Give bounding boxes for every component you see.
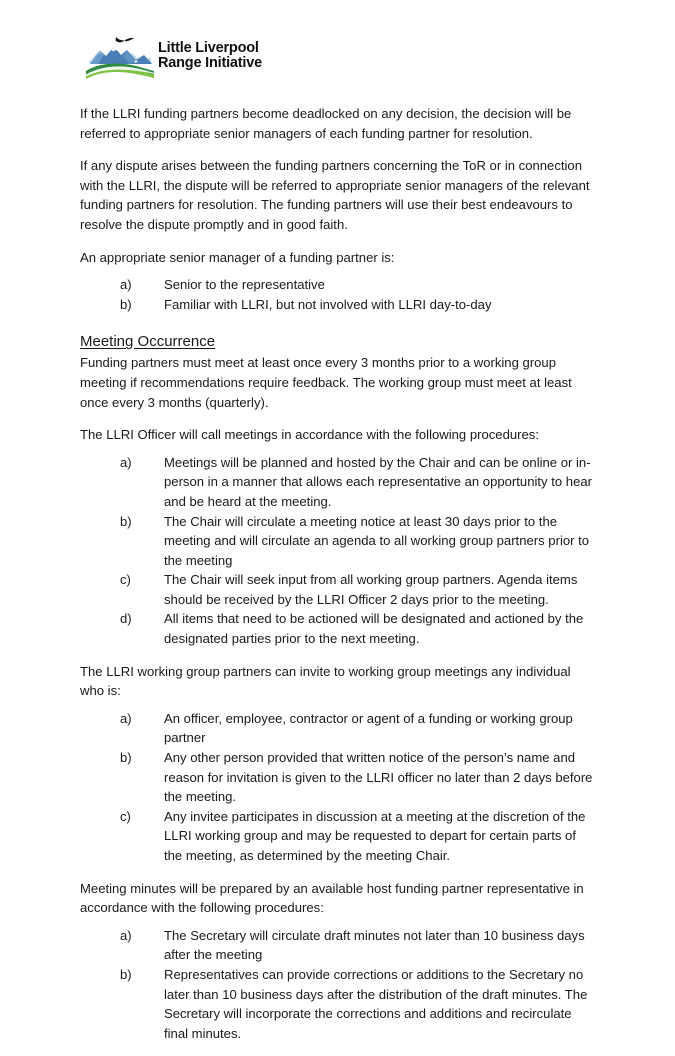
list-item-text: The Chair will circulate a meeting notice at least 30 days prior to the meeting and will circulate an agenda to all working group partners prior to the meeting — [164, 513, 590, 568]
list-item — [120, 926, 594, 965]
list-marker: a) — [120, 277, 132, 293]
organisation-logo — [86, 28, 346, 84]
list-item — [120, 512, 594, 571]
list-item-text: Representatives can provide corrections or additions to the Secretary no later than 10 business days after the distribution of the draft minutes. The Secretary will incorporate the corrections and additions and recirculate final minutes. — [164, 966, 588, 1041]
logo-wordmark — [158, 41, 262, 71]
section-heading-wrapper — [80, 327, 594, 353]
bird-icon — [116, 37, 135, 42]
list-item-text: An officer, employee, contractor or agent of a funding or working group partner — [164, 710, 573, 746]
list-item — [120, 965, 594, 1043]
list-minutes-procedures — [80, 926, 594, 1044]
list-marker: b) — [120, 513, 132, 529]
list-meeting-procedures — [80, 453, 594, 649]
list-item-text: The Secretary will circulate draft minutes not later than 10 business days after the meeting — [164, 927, 585, 963]
list-item — [120, 807, 594, 866]
list-marker: a) — [120, 927, 132, 943]
list-senior-manager-criteria — [80, 275, 594, 314]
list-marker: c) — [120, 572, 131, 588]
list-marker: b) — [120, 296, 132, 312]
heading-meeting-occurrence: Meeting Occurrence — [80, 333, 216, 351]
list-item-text: All items that need to be actioned will be designated and actioned by the designated parties prior to the next meeting. — [164, 611, 584, 647]
paragraph-minutes-intro: Meeting minutes will be prepared by an available host funding partner representative in accordance with the following procedures: — [80, 880, 584, 916]
list-item-text: Any other person provided that written notice of the person’s name and reason for invitation is given to the LLRI officer no later than 2 days before the meeting. — [164, 750, 593, 805]
list-item — [120, 275, 594, 295]
list-marker: b) — [120, 750, 132, 766]
logo-line-1: Little Liverpool — [158, 40, 259, 57]
list-item — [120, 295, 594, 315]
list-item — [120, 609, 594, 648]
list-marker: c) — [120, 808, 131, 824]
mountain-range-logo-icon — [86, 31, 154, 81]
list-marker: d) — [120, 611, 132, 627]
paragraph-invitees-intro: The LLRI working group partners can invite to working group meetings any individual who is: — [80, 663, 571, 699]
logo-line-2: Range Initiative — [158, 55, 262, 71]
list-item — [120, 709, 594, 748]
list-invitee-criteria — [80, 709, 594, 866]
list-item-text: The Chair will seek input from all working group partners. Agenda items should be received by the LLRI Officer 2 days prior to the meeting. — [164, 572, 578, 607]
list-item-text: Any invitee participates in discussion at a meeting at the discretion of the LLRI working group and may be requested to depart for certain parts of the meeting, as determined by the meeting Chair. — [164, 808, 586, 863]
document-body — [80, 104, 594, 1056]
list-item-text: Meetings will be planned and hosted by the Chair and can be online or in-person in a manner that allows each representative an opportunity to hear and be heard at the meeting. — [164, 454, 592, 509]
list-marker: a) — [120, 454, 132, 470]
list-marker: a) — [120, 710, 132, 726]
paragraph-deadlock: If the LLRI funding partners become deadlocked on any decision, the decision will be referred to appropriate senior managers of each funding partner for resolution. — [80, 106, 572, 141]
list-item-text: Familiar with LLRI, but not involved with LLRI day-to-day — [164, 296, 492, 312]
list-item — [120, 570, 594, 609]
paragraph-meeting-frequency: Funding partners must meet at least once every 3 months prior to a working group meeting if recommendations require feedback. The working group must meet at least once every 3 months (quarterly). — [80, 355, 572, 410]
list-marker: b) — [120, 966, 132, 982]
list-item — [120, 748, 594, 807]
paragraph-senior-manager-intro: An appropriate senior manager of a funding partner is: — [80, 249, 395, 265]
list-item — [120, 453, 594, 512]
list-item-text: Senior to the representative — [164, 277, 325, 293]
paragraph-dispute: If any dispute arises between the funding partners concerning the ToR or in connection with the LLRI, the dispute will be referred to appropriate senior managers of the relevant funding partners for resolution. The funding partners will use their best endeavours to resolve the dispute promptly and in good faith. — [80, 158, 590, 232]
paragraph-officer-procedures-intro: The LLRI Officer will call meetings in accordance with the following procedures: — [80, 427, 539, 443]
